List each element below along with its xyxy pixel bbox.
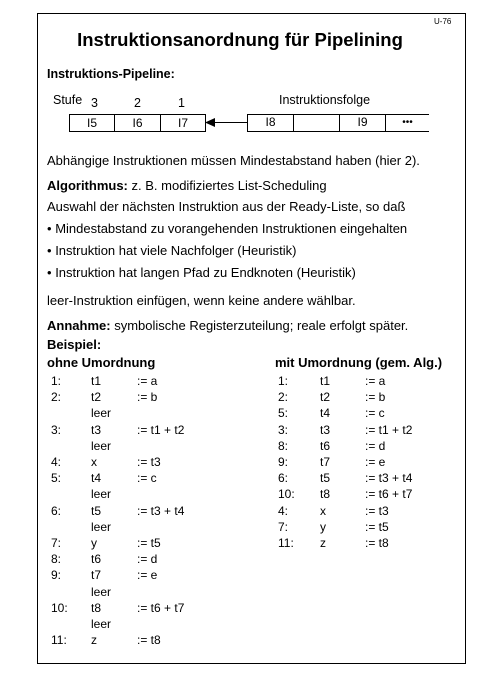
instruction-expression: := t1 + t2 (137, 422, 185, 437)
instruction-number: 11: (278, 536, 294, 550)
queue-cell-more: ••• (402, 117, 413, 128)
instruction-expression: := e (137, 568, 158, 583)
queue-cell-1: I8 (265, 115, 276, 129)
queue-cell-2 (294, 114, 339, 131)
page-frame (37, 13, 466, 664)
instruction-target: leer (91, 438, 112, 453)
instruction-number: 1: (51, 374, 62, 388)
bullet-icon: • (47, 243, 52, 258)
queue-cell-3: I9 (357, 115, 368, 129)
instruction-expression: := t8 (137, 633, 161, 648)
instruction-number: 10: (278, 487, 295, 502)
instruction-expression: := b (365, 390, 386, 405)
empty-instruction-text: leer-Instruktion einfügen, wenn keine andere wählbar. (47, 293, 356, 308)
instruction-number: 2: (278, 390, 289, 405)
instruction-expression: := a (365, 374, 386, 388)
arrow-left-icon (205, 118, 215, 127)
instruction-number: 4: (278, 503, 289, 518)
pipeline-cell-stage-3: I5 (69, 114, 115, 132)
instruction-target: t7 (91, 568, 102, 583)
pipeline-cell-stage-1: I7 (160, 114, 206, 132)
instruction-expression: := t3 (365, 503, 389, 518)
instruction-target: t4 (91, 471, 102, 486)
instruction-target: leer (91, 519, 112, 534)
instruction-number: 6: (51, 503, 62, 518)
bullet-item (47, 221, 407, 236)
instruction-target: leer (91, 487, 112, 502)
instruction-target: z (320, 536, 326, 550)
bullet-text: Instruktion hat langen Pfad zu Endknoten (Heuristik) (55, 265, 356, 280)
instruction-target: y (320, 519, 326, 534)
instruction-number: 9: (278, 455, 289, 469)
instruction-number: 8: (51, 552, 62, 567)
instruction-expression: := t6 + t7 (365, 487, 413, 502)
instruction-target: t5 (91, 503, 102, 518)
selection-text: Auswahl der nächsten Instruktion aus der Ready-Liste, so daß (47, 199, 406, 214)
instruction-target: y (91, 536, 97, 550)
assumption-text: symbolische Registerzuteilung; reale erfolgt später. (114, 318, 409, 333)
instruction-number: 2: (51, 390, 62, 405)
instruction-expression: := t3 (137, 455, 161, 469)
instruction-target: z (91, 633, 97, 648)
stage-number-1: 1 (178, 96, 185, 110)
bullet-item (47, 265, 356, 280)
bullet-icon: • (47, 265, 52, 280)
instruction-target: t5 (320, 471, 331, 486)
instruction-number: 4: (51, 455, 62, 469)
instruction-expression: := t1 + t2 (365, 422, 413, 437)
instruction-target: t2 (320, 390, 331, 405)
instruction-number: 5: (278, 406, 289, 421)
instruction-target: t3 (91, 422, 102, 437)
dependency-text: Abhängige Instruktionen müssen Mindestabstand haben (hier 2). (47, 153, 420, 168)
instruction-target: t8 (91, 600, 102, 615)
stage-number-3: 3 (91, 96, 98, 110)
instruction-expression: := d (137, 552, 158, 567)
instruction-expression: := t3 + t4 (137, 503, 185, 518)
instruction-expression: := e (365, 455, 386, 469)
instruction-number: 9: (51, 568, 62, 583)
pipeline-heading: Instruktions-Pipeline: (47, 67, 175, 81)
instruction-expression: := c (365, 406, 385, 421)
algorithm-label: Algorithmus: (47, 178, 128, 193)
instruction-target: t6 (91, 552, 102, 567)
instruction-number: 10: (51, 600, 68, 615)
bullet-icon: • (47, 221, 52, 236)
instruction-target: leer (91, 617, 112, 631)
slide-id: U-76 (434, 17, 452, 26)
instruction-target: x (91, 455, 97, 469)
bullet-text: Instruktion hat viele Nachfolger (Heuristik) (55, 243, 297, 258)
instruction-number: 6: (278, 471, 289, 486)
arrow-line (213, 122, 247, 123)
algorithm-line (47, 178, 327, 193)
assumption-label: Annahme: (47, 318, 111, 333)
page-title: Instruktionsanordnung für Pipelining (77, 29, 403, 50)
instruction-number: 3: (51, 422, 62, 437)
instruction-target: t1 (91, 374, 102, 388)
algorithm-text: z. B. modifiziertes List-Scheduling (131, 178, 327, 193)
instruction-number: 11: (51, 633, 67, 648)
stufe-label: Stufe (53, 93, 83, 107)
instruction-number: 1: (278, 374, 289, 388)
instruction-target: t2 (91, 390, 102, 405)
instruction-expression: := b (137, 390, 158, 405)
instruction-target: leer (91, 406, 112, 421)
instruction-expression: := a (137, 374, 158, 388)
assumption-line (47, 318, 408, 333)
sequence-label: Instruktionsfolge (279, 93, 371, 107)
instruction-target: t6 (320, 438, 331, 453)
instruction-number: 7: (51, 536, 62, 550)
instruction-number: 8: (278, 438, 289, 453)
instruction-number: 3: (278, 422, 289, 437)
queue-bottom-line (247, 131, 429, 132)
instruction-target: t3 (320, 422, 331, 437)
stage-number-2: 2 (134, 96, 141, 110)
instruction-expression: := t6 + t7 (137, 600, 185, 615)
right-column-heading: mit Umordnung (gem. Alg.) (275, 355, 443, 370)
instruction-target: t8 (320, 487, 331, 502)
bullet-text: Mindestabstand zu vorangehenden Instruktionen eingehalten (55, 221, 408, 236)
instruction-number: 7: (278, 519, 289, 534)
bullet-item (47, 243, 297, 258)
instruction-expression: := t3 + t4 (365, 471, 413, 486)
instruction-number: 5: (51, 471, 62, 486)
instruction-expression: := t8 (365, 536, 389, 550)
instruction-target: leer (91, 584, 112, 599)
instruction-expression: := d (365, 438, 386, 453)
instruction-expression: := t5 (137, 536, 161, 550)
pipeline-cell-stage-2: I6 (114, 114, 161, 132)
instruction-expression: := t5 (365, 519, 389, 534)
instruction-target: t7 (320, 455, 331, 469)
instruction-target: x (320, 503, 326, 518)
instruction-expression: := c (137, 471, 157, 486)
instruction-target: t4 (320, 406, 331, 421)
left-column-heading: ohne Umordnung (47, 355, 156, 370)
instruction-target: t1 (320, 374, 331, 388)
example-heading: Beispiel: (47, 337, 102, 352)
